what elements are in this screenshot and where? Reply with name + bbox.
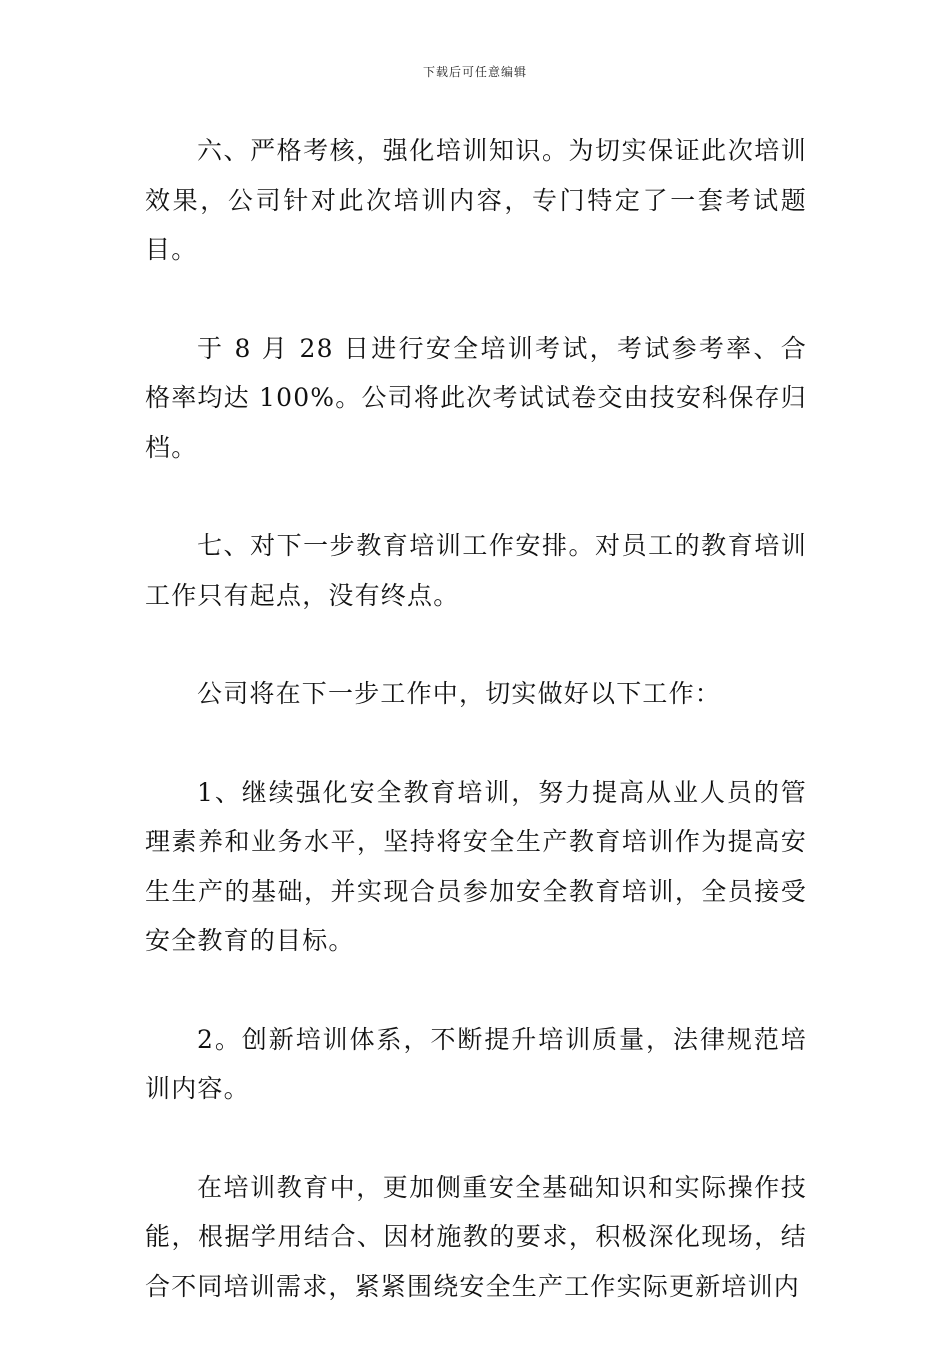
paragraph-training-content: 在培训教育中，更加侧重安全基础知识和实际操作技能，根据学用结合、因材施教的要求，积极深化现场，结合不同培训需求，紧紧围绕安全生产工作实际更新培训内 xyxy=(145,1172,807,1301)
paragraph-work-intro: 公司将在下一步工作中，切实做好以下工作： xyxy=(197,679,722,708)
page-header-note: 下载后可任意编辑 xyxy=(422,65,527,79)
paragraph-next-steps: 七、对下一步教育培训工作安排。对员工的教育培训工作只有起点，没有终点。 xyxy=(145,531,807,610)
paragraph-exam-results: 于 8 月 28 日进行安全培训考试，考试参考率、合格率均达 100%。公司将此次考试试卷交由技安科保存归档。 xyxy=(145,333,807,462)
paragraph-assessment: 六、严格考核，强化培训知识。为切实保证此次培训效果，公司针对此次培训内容，专门特定了一套考试题目。 xyxy=(145,136,807,264)
paragraph-item-1: 1、继续强化安全教育培训，努力提高从业人员的管理素养和业务水平，坚持将安全生产教育培训作为提高安生生产的基础，并实现合员参加安全教育培训，全员接受安全教育的目标。 xyxy=(145,777,807,955)
paragraph-item-2: 2。创新培训体系，不断提升培训质量，法律规范培训内容。 xyxy=(145,1024,807,1103)
document-body xyxy=(145,126,807,1360)
